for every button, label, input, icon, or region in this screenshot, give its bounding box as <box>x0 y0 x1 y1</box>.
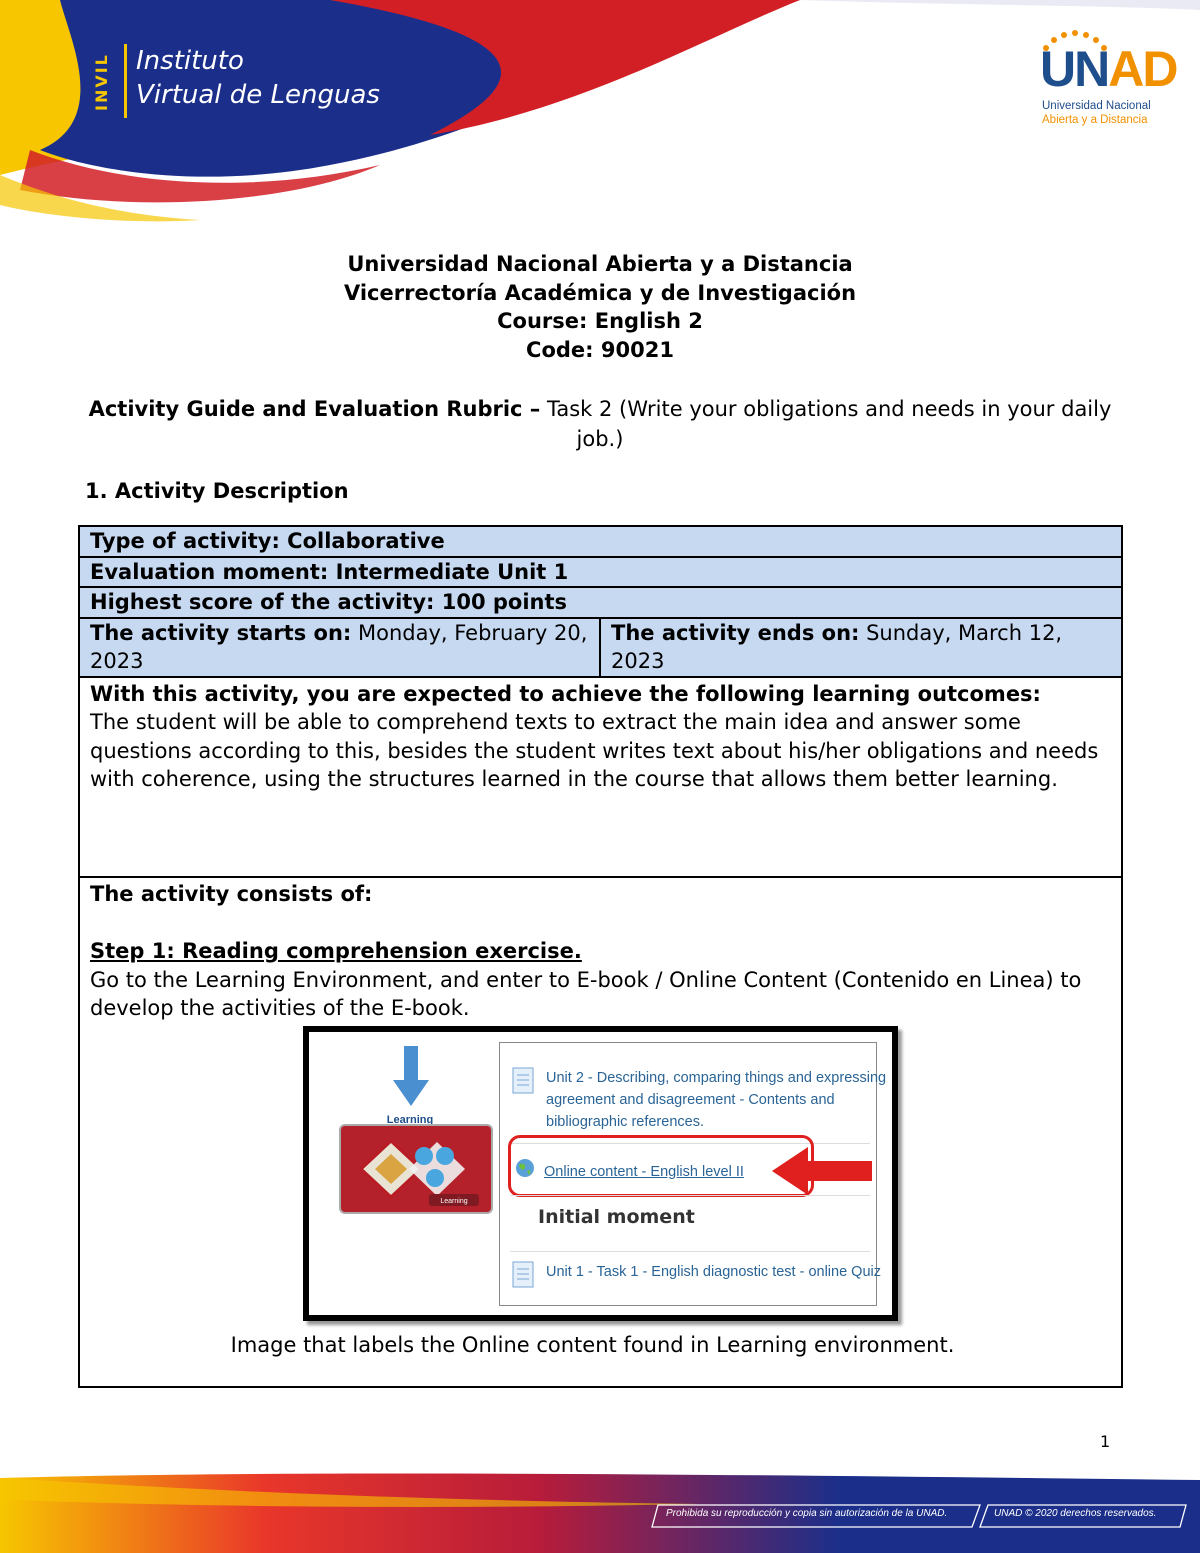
divider <box>510 1251 870 1252</box>
course-code: Code: 90021 <box>526 338 674 363</box>
unit1-quiz-link[interactable]: Unit 1 - Task 1 - English diagnostic test - online Quiz <box>512 1261 906 1283</box>
arrow-down-icon <box>393 1046 429 1108</box>
footer-notice <box>650 1503 1190 1529</box>
course-content-panel <box>499 1042 887 1306</box>
table-row <box>79 557 1122 588</box>
ivl-mark: INVIL <box>92 53 111 111</box>
red-arrow-icon <box>772 1147 872 1195</box>
activity-table <box>78 525 1123 1388</box>
header-wave-graphic <box>0 0 1200 230</box>
university-name: Universidad Nacional Abierta y a Distancia <box>347 252 853 276</box>
learning-label: Learning <box>386 1113 434 1126</box>
step1-heading: Step 1: Reading comprehension exercise. <box>90 939 582 963</box>
globe-icon <box>514 1157 536 1179</box>
logo-line-virtual: Virtual de Lenguas <box>136 80 380 110</box>
evaluation-moment: Evaluation moment: Intermediate Unit 1 <box>90 559 569 584</box>
table-row <box>79 618 1122 677</box>
step1-text: Go to the Learning Environment, and enter to E-book / Online Content (Contenido en Linea) to develop the activities of the E-book. <box>90 967 1082 1020</box>
learning-panel <box>335 1046 495 1216</box>
table-row <box>79 587 1122 618</box>
document-icon <box>512 1067 536 1095</box>
document-title-block <box>80 250 1120 365</box>
learning-outcomes-heading: With this activity, you are expected to achieve the following learning outcomes: <box>90 681 1041 706</box>
unad-subtitle-1: Universidad Nacional <box>1042 100 1151 112</box>
table-row <box>79 877 1122 1388</box>
table-row <box>79 526 1122 557</box>
activity-guide-title: Activity Guide and Evaluation Rubric – Task 2 (Write your obligations and needs in your daily job.) <box>88 397 1112 451</box>
document-icon <box>512 1261 536 1289</box>
start-date-cell: The activity starts on: Monday, February 20, 2023 <box>79 618 600 677</box>
divider <box>510 1195 870 1196</box>
footer-copy-notice: Prohibida su reproducción y copia sin autorización de la UNAD. <box>666 1508 948 1519</box>
end-date-cell: The activity ends on: Sunday, March 12, 2023 <box>600 618 1122 677</box>
activity-consists-heading: The activity consists of: <box>90 881 373 906</box>
learning-outcomes-text: The student will be able to comprehend texts to extract the main idea and answer some questions according to this, besides the student writes text about his/her obligations and needs with coherence, using the structures learned in the course that allows them better learning. <box>90 710 1099 791</box>
svg-text:Learning: Learning <box>440 1197 468 1205</box>
unad-wordmark: UNAD <box>1040 41 1177 97</box>
learning-card <box>339 1124 493 1214</box>
learning-environment-screenshot <box>303 1026 898 1321</box>
type-of-activity: Type of activity: Collaborative <box>90 529 445 553</box>
online-content-link[interactable]: Online content - English level II <box>514 1158 744 1187</box>
course-name: Course: English 2 <box>497 309 703 334</box>
vice-rectory: Vicerrectoría Académica y de Investigación <box>343 280 857 305</box>
unad-logo <box>1040 28 1177 138</box>
unad-subtitle-2: Abierta y a Distancia <box>1042 114 1148 126</box>
image-caption: Image that labels the Online content found in Learning environment. <box>230 1332 955 1357</box>
highest-score: Highest score of the activity: 100 points <box>90 590 568 614</box>
table-row <box>79 677 1122 877</box>
logo-divider <box>124 44 127 118</box>
learning-card-graphic <box>341 1126 491 1212</box>
initial-moment-heading: Initial moment <box>538 1205 695 1228</box>
section-heading: 1. Activity Description <box>85 479 349 503</box>
footer-rights-notice: UNAD © 2020 derechos reservados. <box>994 1508 1157 1519</box>
page-number: 1 <box>1100 1432 1111 1451</box>
unit2-link[interactable]: Unit 2 - Describing, comparing things and expressing agreement and disagreement - Contents and bibliographic references. <box>512 1067 906 1133</box>
logo-line-instituto: Instituto <box>136 46 244 76</box>
header-banner <box>0 0 1200 230</box>
